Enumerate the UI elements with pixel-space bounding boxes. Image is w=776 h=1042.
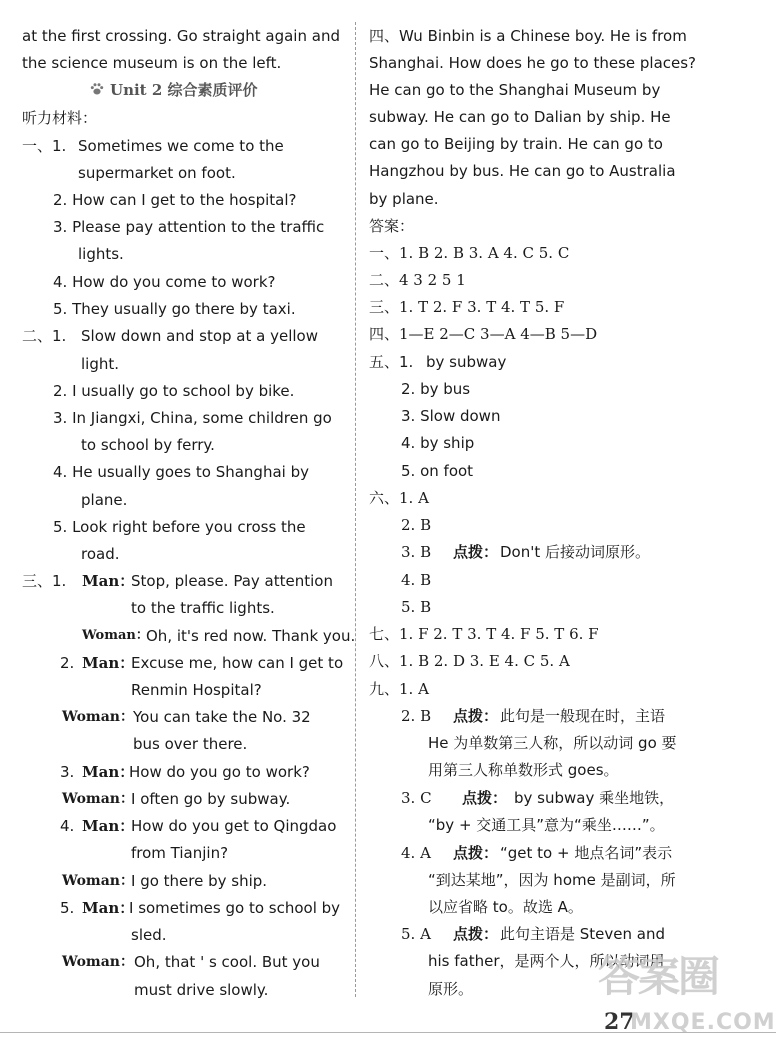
page-number: 27 <box>604 1009 635 1035</box>
answer-5-item5: 5. on foot <box>401 462 474 480</box>
answer-9-item2-tip-line2: He 为单数第三人称，所以动词 go 要 <box>428 734 677 752</box>
speaker-woman: Woman： <box>82 628 149 643</box>
answers-label: 答案： <box>369 217 415 235</box>
paw-icon <box>90 82 104 96</box>
d5-number: 5. <box>60 899 75 917</box>
intro-line-1: at the first crossing. Go straight again and <box>22 27 340 45</box>
answer-9-item2-number: 2. B <box>401 707 432 725</box>
answer-row-4: 四、1—E 2—C 3—A 4—B 5—D <box>369 325 598 343</box>
s2-item5-line2: road. <box>81 545 120 563</box>
d2-woman-line2: bus over there. <box>133 735 248 753</box>
answer-6-item1: 六、1. A <box>369 489 429 507</box>
s1-item1-line1: Sometimes we come to the <box>78 137 284 155</box>
answer-9-item3-tip-line2: “by + 交通工具”意为“乘坐……”。 <box>428 816 665 834</box>
column-divider <box>355 22 356 997</box>
d1-man-line2: to the traffic lights. <box>131 599 275 617</box>
d4-man-line2: from Tianjin? <box>131 844 229 862</box>
section-3-number: 三、1. <box>22 572 67 590</box>
answer-9-item5-tip-line3: 原形。 <box>428 980 474 998</box>
d4-man-line1: How do you get to Qingdao <box>131 817 337 835</box>
tip-label: 点拨： <box>453 543 499 561</box>
s4-passage-line4: subway. He can go to Dalian by ship. He <box>369 108 671 126</box>
answer-row-8: 八、1. B 2. D 3. E 4. C 5. A <box>369 652 570 670</box>
d4-woman: I go there by ship. <box>131 872 268 890</box>
d5-woman-line1: Oh, that ' s cool. But you <box>134 953 320 971</box>
section-2-number: 二、1. <box>22 327 67 345</box>
answer-6-item2: 2. B <box>401 516 432 534</box>
s1-item1-line2: supermarket on foot. <box>78 164 236 182</box>
s1-item5: 5. They usually go there by taxi. <box>53 300 296 318</box>
s2-item4-line2: plane. <box>81 491 128 509</box>
s4-passage-line7: by plane. <box>369 190 439 208</box>
watermark-url: MXQE.COM <box>630 1010 776 1035</box>
s2-item1-line1: Slow down and stop at a yellow <box>81 327 318 345</box>
s2-item2: 2. I usually go to school by bike. <box>53 382 295 400</box>
d3-number: 3. <box>60 763 75 781</box>
answer-9-item5-number: 5. A <box>401 925 431 943</box>
answer-9-item5-tip-line2: his father，是两个人，所以动词用 <box>428 952 665 970</box>
answer-9-item3-number: 3. C <box>401 789 432 807</box>
tip-label: 点拨： <box>453 925 499 943</box>
answer-5-item1: by subway <box>426 353 507 371</box>
d2-number: 2. <box>60 654 75 672</box>
answer-9-item1: 九、1. A <box>369 680 429 698</box>
section-1-number: 一、1. <box>22 137 67 155</box>
unit-heading: Unit 2 综合素质评价 <box>110 81 258 99</box>
d5-man-line2: sled. <box>131 926 167 944</box>
answer-6-item5: 5. B <box>401 598 432 616</box>
answer-9-item4-number: 4. A <box>401 844 431 862</box>
s2-item3-line1: 3. In Jiangxi, China, some children go <box>53 409 332 427</box>
tip-label: 点拨： <box>462 789 508 807</box>
s2-item3-line2: to school by ferry. <box>81 436 215 454</box>
answer-5-item4: 4. by ship <box>401 434 475 452</box>
answer-5-item2: 2. by bus <box>401 380 471 398</box>
d3-woman: I often go by subway. <box>131 790 291 808</box>
s4-passage-line5: can go to Beijing by train. He can go to <box>369 135 663 153</box>
answer-5-item3: 3. Slow down <box>401 407 501 425</box>
s4-passage-line1: 四、Wu Binbin is a Chinese boy. He is from <box>369 27 687 45</box>
speaker-woman: Woman： <box>62 791 134 807</box>
speaker-man: Man： <box>82 654 135 672</box>
answer-row-2: 二、4 3 2 5 1 <box>369 271 466 289</box>
answer-row-3: 三、1. T 2. F 3. T 4. T 5. F <box>369 298 565 316</box>
tip-label: 点拨： <box>453 707 499 725</box>
speaker-woman: Woman： <box>62 709 134 725</box>
answer-5-number: 五、1. <box>369 353 414 371</box>
d2-man-line2: Renmin Hospital? <box>131 681 262 699</box>
answer-row-1: 一、1. B 2. B 3. A 4. C 5. C <box>369 244 570 262</box>
speaker-man: Man： <box>82 572 135 590</box>
answer-row-7: 七、1. F 2. T 3. T 4. F 5. T 6. F <box>369 625 599 643</box>
d2-man-line1: Excuse me, how can I get to <box>131 654 344 672</box>
tip-label: 点拨： <box>453 844 499 862</box>
s4-passage-line2: Shanghai. How does he go to these places? <box>369 54 697 72</box>
speaker-woman: Woman： <box>62 954 134 970</box>
s4-passage-line3: He can go to the Shanghai Museum by <box>369 81 661 99</box>
s2-item5-line1: 5. Look right before you cross the <box>53 518 306 536</box>
answer-9-item2-tip-line1: 此句是一般现在时，主语 <box>500 707 666 725</box>
answer-9-item3-tip-line1: by subway 乘坐地铁， <box>514 789 675 807</box>
speaker-man: Man： <box>82 817 135 835</box>
s1-item3-line1: 3. Please pay attention to the traffic <box>53 218 325 236</box>
speaker-man: Man： <box>82 763 135 781</box>
d5-man-line1: I sometimes go to school by <box>129 899 341 917</box>
answer-9-item4-tip-line3: 以应省略 to。故选 A。 <box>428 898 583 916</box>
d1-woman: Oh, it's red now. Thank you. <box>146 627 356 645</box>
answer-6-item4: 4. B <box>401 571 432 589</box>
speaker-woman: Woman： <box>62 873 134 889</box>
speaker-man: Man： <box>82 899 135 917</box>
d2-woman-line1: You can take the No. 32 <box>133 708 311 726</box>
answer-9-item4-tip-line1: “get to + 地点名词”表示 <box>500 844 673 862</box>
answer-6-item3-tip: Don't 后接动词原形。 <box>500 543 651 561</box>
watermark-logo: 答案圈 <box>598 952 719 1001</box>
d1-man-line1: Stop, please. Pay attention <box>131 572 333 590</box>
d5-woman-line2: must drive slowly. <box>134 981 269 999</box>
s2-item4-line1: 4. He usually goes to Shanghai by <box>53 463 309 481</box>
answer-9-item5-tip-line1: 此句主语是 Steven and <box>500 925 666 943</box>
d4-number: 4. <box>60 817 75 835</box>
d3-man: How do you go to work? <box>129 763 310 781</box>
s2-item1-line2: light. <box>81 355 120 373</box>
s1-item2: 2. How can I get to the hospital? <box>53 191 297 209</box>
s1-item4: 4. How do you come to work? <box>53 273 276 291</box>
bottom-rule <box>0 1032 776 1033</box>
answer-9-item4-tip-line2: “到达某地”，因为 home 是副词，所 <box>428 871 676 889</box>
intro-line-2: the science museum is on the left. <box>22 54 282 72</box>
listening-label: 听力材料： <box>22 109 98 127</box>
answer-9-item2-tip-line3: 用第三人称单数形式 goes。 <box>428 761 619 779</box>
answer-6-item3: 3. B <box>401 543 432 561</box>
s4-passage-line6: Hangzhou by bus. He can go to Australia <box>369 162 676 180</box>
s1-item3-line2: lights. <box>78 245 124 263</box>
